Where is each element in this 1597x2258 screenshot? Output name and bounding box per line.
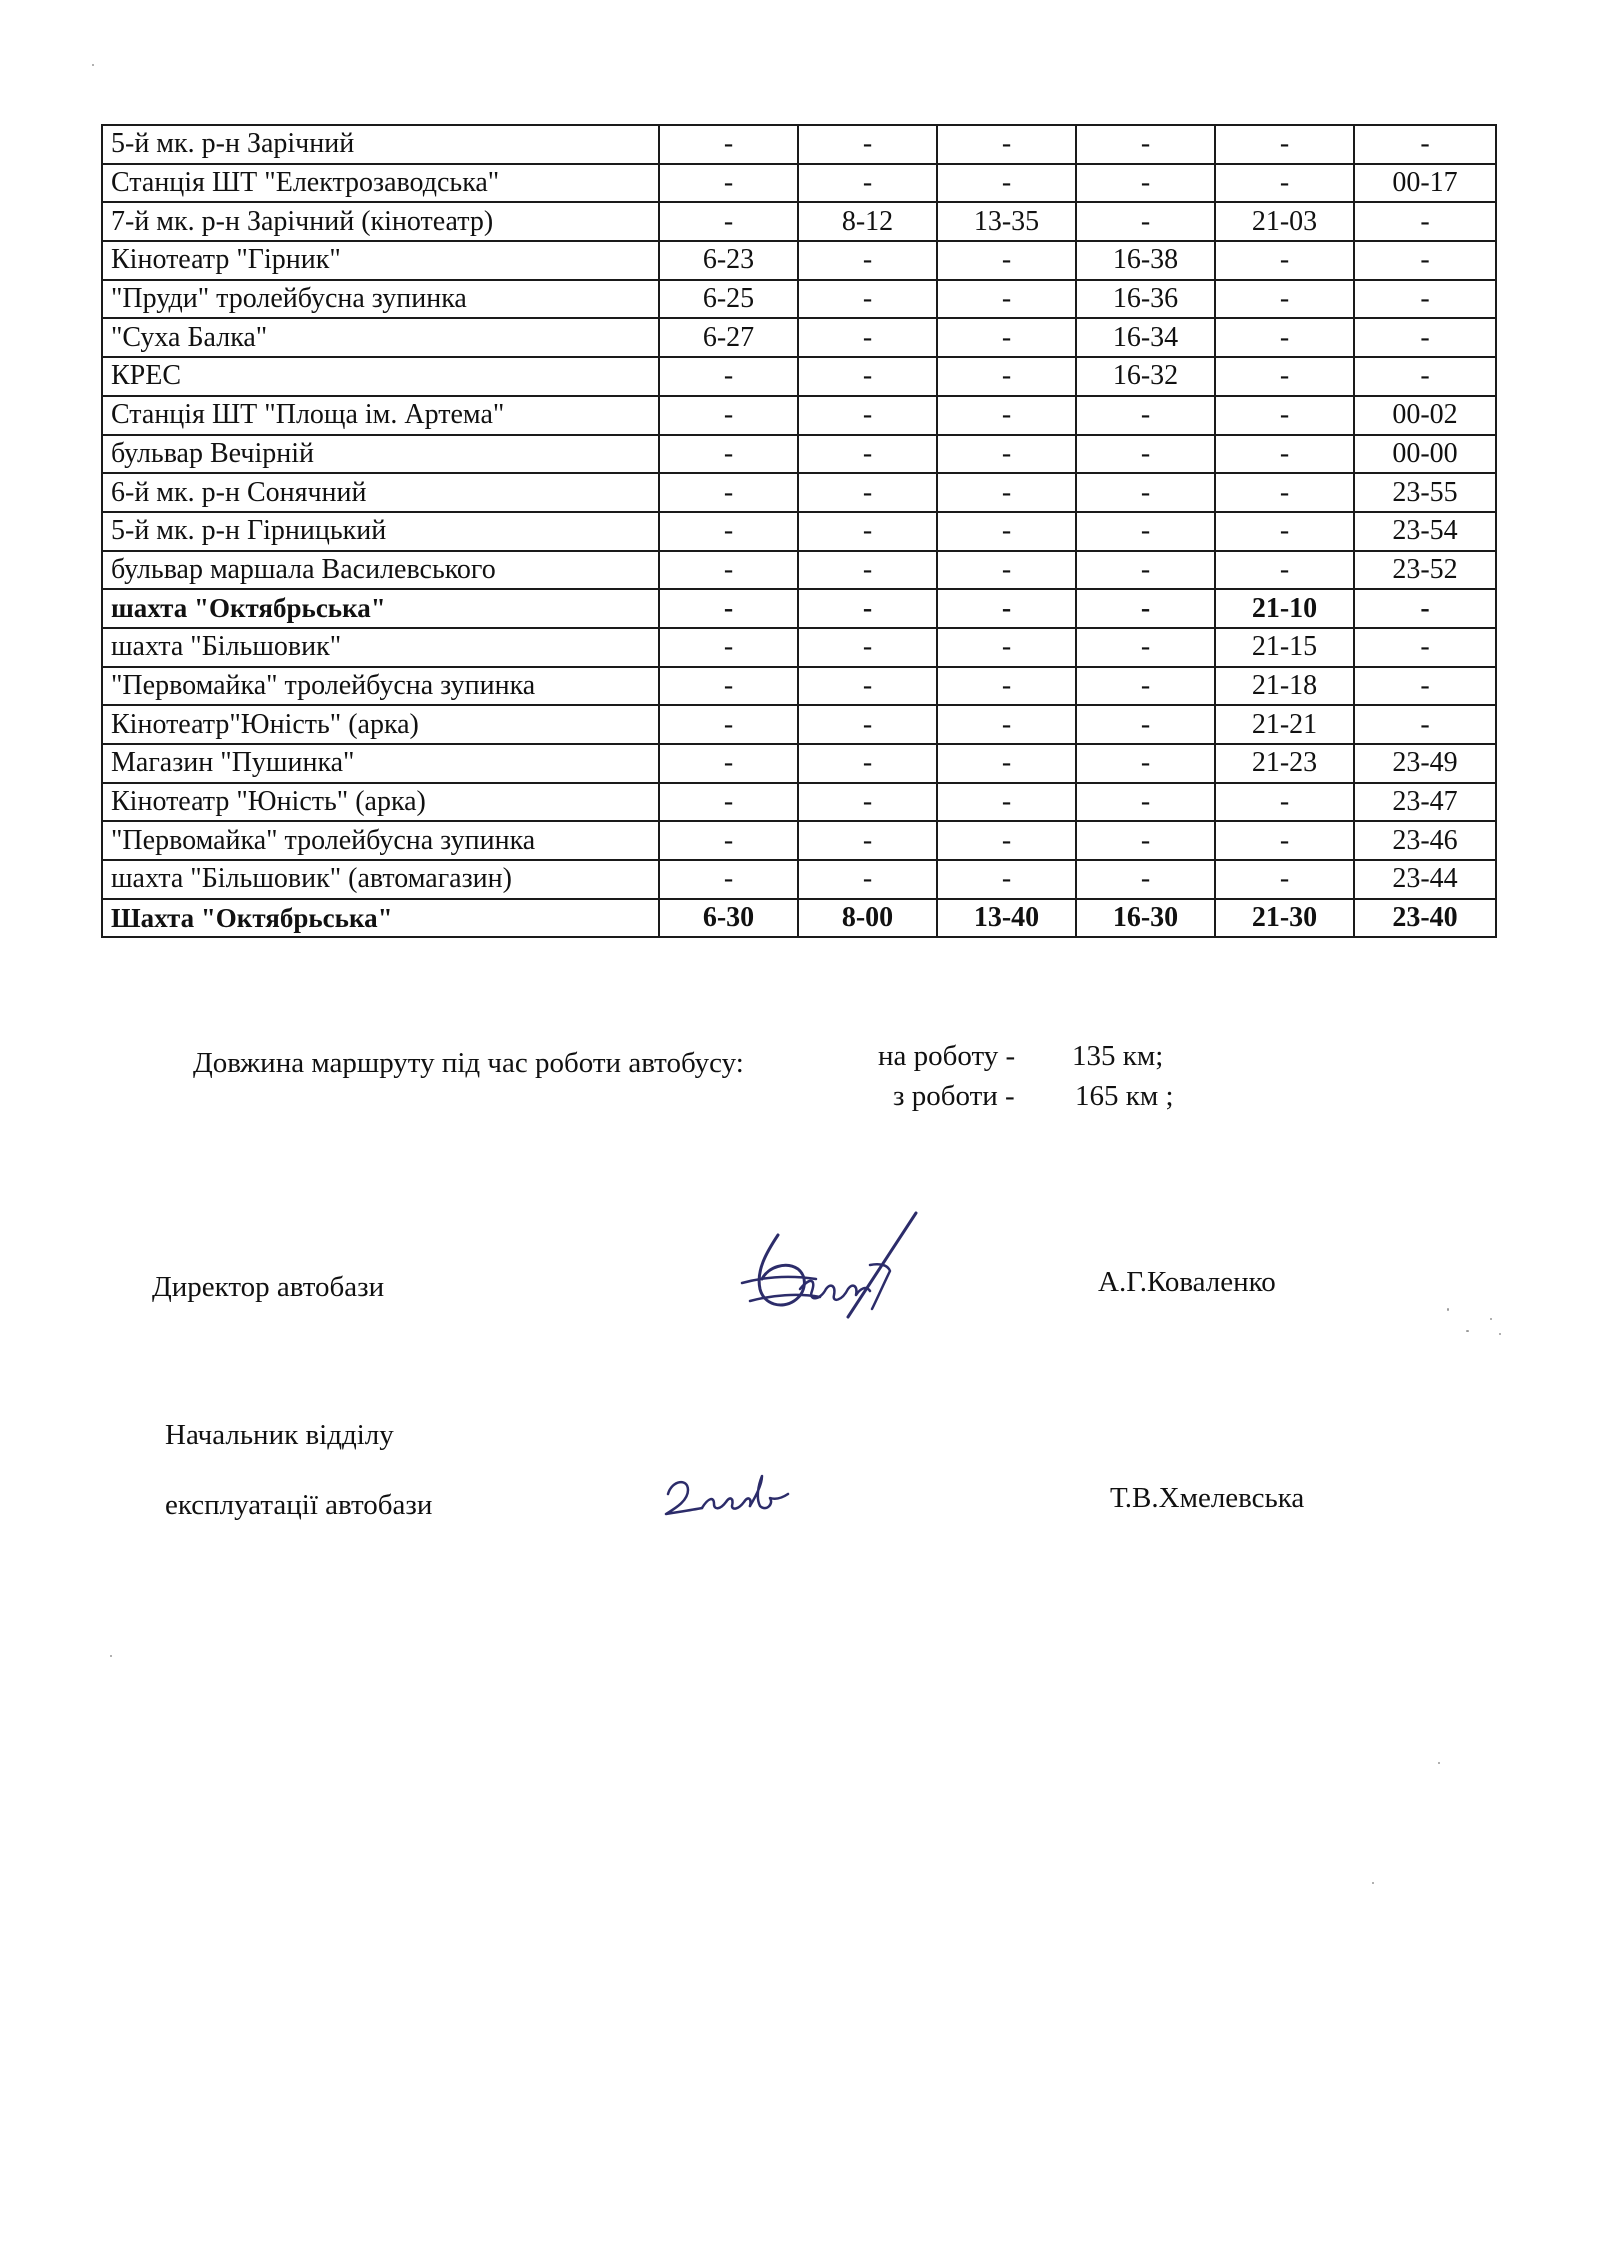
departure-time-cell: -	[1076, 512, 1215, 551]
departure-time-cell: 6-30	[659, 899, 798, 938]
head-title-line1: Начальник відділу	[165, 1419, 394, 1451]
departure-time-cell: -	[798, 783, 937, 822]
departure-time-cell: 16-34	[1076, 318, 1215, 357]
stop-name-cell: шахта "Октябрьська"	[102, 589, 659, 628]
departure-time-cell: -	[798, 396, 937, 435]
schedule-row	[102, 821, 1496, 860]
schedule-row	[102, 280, 1496, 319]
departure-time-cell: -	[937, 473, 1076, 512]
schedule-row	[102, 899, 1496, 938]
stop-name-cell: бульвар маршала Василевського	[102, 551, 659, 590]
head-title-line2: експлуатації автобази	[165, 1489, 433, 1521]
departure-time-cell: 23-40	[1354, 899, 1496, 938]
departure-time-cell: 6-27	[659, 318, 798, 357]
departure-time-cell: 16-38	[1076, 241, 1215, 280]
departure-time-cell: -	[937, 318, 1076, 357]
departure-time-cell: -	[1076, 628, 1215, 667]
schedule-row	[102, 241, 1496, 280]
departure-time-cell: -	[1354, 628, 1496, 667]
stop-name-cell: КРЕС	[102, 357, 659, 396]
schedule-row	[102, 125, 1496, 164]
departure-time-cell: -	[1076, 783, 1215, 822]
departure-time-cell: -	[937, 357, 1076, 396]
departure-time-cell: -	[1215, 473, 1354, 512]
departure-time-cell: 8-12	[798, 202, 937, 241]
departure-time-cell: -	[1354, 318, 1496, 357]
head-name: Т.В.Хмелевська	[1110, 1482, 1305, 1514]
schedule-row	[102, 744, 1496, 783]
departure-time-cell: 21-18	[1215, 667, 1354, 706]
departure-time-cell: -	[659, 667, 798, 706]
departure-time-cell: -	[798, 357, 937, 396]
departure-time-cell: -	[798, 744, 937, 783]
departure-time-cell: -	[1215, 125, 1354, 164]
stop-name-cell: Кінотеатр"Юність" (арка)	[102, 705, 659, 744]
departure-time-cell: -	[1076, 125, 1215, 164]
departure-time-cell: -	[659, 473, 798, 512]
stop-name-cell: Станція ШТ "Площа ім. Артема"	[102, 396, 659, 435]
departure-time-cell: 21-03	[1215, 202, 1354, 241]
departure-time-cell: -	[1354, 125, 1496, 164]
departure-time-cell: -	[798, 473, 937, 512]
departure-time-cell: -	[937, 435, 1076, 474]
departure-time-cell: -	[798, 667, 937, 706]
stop-name-cell: бульвар Вечірній	[102, 435, 659, 474]
stop-name-cell: "Первомайка" тролейбусна зупинка	[102, 821, 659, 860]
departure-time-cell: -	[798, 821, 937, 860]
departure-time-cell: 23-54	[1354, 512, 1496, 551]
departure-time-cell: -	[798, 125, 937, 164]
departure-time-cell: 21-30	[1215, 899, 1354, 938]
departure-time-cell: 23-55	[1354, 473, 1496, 512]
departure-time-cell: -	[659, 821, 798, 860]
schedule-row	[102, 783, 1496, 822]
departure-time-cell: 00-17	[1354, 164, 1496, 203]
schedule-row	[102, 551, 1496, 590]
departure-time-cell: 23-52	[1354, 551, 1496, 590]
departure-time-cell: -	[798, 280, 937, 319]
stop-name-cell: Кінотеатр "Гірник"	[102, 241, 659, 280]
departure-time-cell: 16-36	[1076, 280, 1215, 319]
departure-time-cell: -	[1354, 202, 1496, 241]
departure-time-cell: -	[937, 551, 1076, 590]
schedule-row	[102, 705, 1496, 744]
departure-time-cell: -	[1215, 551, 1354, 590]
schedule-row	[102, 435, 1496, 474]
departure-time-cell: 00-02	[1354, 396, 1496, 435]
departure-time-cell: -	[798, 435, 937, 474]
departure-time-cell: -	[1215, 164, 1354, 203]
departure-time-cell: -	[1076, 202, 1215, 241]
departure-time-cell: -	[659, 202, 798, 241]
departure-time-cell: -	[937, 783, 1076, 822]
schedule-row	[102, 318, 1496, 357]
departure-time-cell: 6-25	[659, 280, 798, 319]
departure-time-cell: -	[937, 860, 1076, 899]
departure-time-cell: -	[798, 551, 937, 590]
departure-time-cell: 16-32	[1076, 357, 1215, 396]
to-work-value: 135 км;	[1072, 1040, 1164, 1072]
departure-time-cell: -	[1215, 280, 1354, 319]
schedule-table	[101, 124, 1497, 938]
departure-time-cell: -	[1076, 589, 1215, 628]
departure-time-cell: -	[1215, 783, 1354, 822]
departure-time-cell: -	[1076, 164, 1215, 203]
scan-speck	[1490, 1318, 1492, 1320]
departure-time-cell: 23-44	[1354, 860, 1496, 899]
scan-speck	[1466, 1330, 1469, 1332]
departure-time-cell: -	[1354, 357, 1496, 396]
scan-speck	[1372, 1882, 1374, 1884]
departure-time-cell: -	[798, 318, 937, 357]
director-name: А.Г.Коваленко	[1098, 1266, 1276, 1298]
schedule-body	[102, 125, 1496, 937]
stop-name-cell: 7-й мк. р-н Зарічний (кінотеатр)	[102, 202, 659, 241]
stop-name-cell: "Суха Балка"	[102, 318, 659, 357]
departure-time-cell: -	[1076, 667, 1215, 706]
departure-time-cell: -	[937, 164, 1076, 203]
scan-speck	[92, 64, 94, 66]
departure-time-cell: -	[798, 705, 937, 744]
departure-time-cell: -	[1076, 473, 1215, 512]
departure-time-cell: -	[659, 435, 798, 474]
departure-time-cell: 21-15	[1215, 628, 1354, 667]
departure-time-cell: -	[1215, 860, 1354, 899]
scan-speck	[1438, 1762, 1440, 1764]
departure-time-cell: -	[798, 241, 937, 280]
departure-time-cell: 21-21	[1215, 705, 1354, 744]
departure-time-cell: -	[1076, 396, 1215, 435]
departure-time-cell: -	[1215, 241, 1354, 280]
from-work-label: з роботи -	[893, 1080, 1015, 1112]
schedule-row	[102, 512, 1496, 551]
scan-speck	[1499, 1333, 1501, 1335]
departure-time-cell: -	[1076, 744, 1215, 783]
stop-name-cell: Станція ШТ "Електрозаводська"	[102, 164, 659, 203]
stop-name-cell: 6-й мк. р-н Сонячний	[102, 473, 659, 512]
departure-time-cell: -	[1076, 435, 1215, 474]
departure-time-cell: -	[1076, 551, 1215, 590]
departure-time-cell: -	[937, 280, 1076, 319]
stop-name-cell: шахта "Більшовик"	[102, 628, 659, 667]
departure-time-cell: -	[937, 705, 1076, 744]
departure-time-cell: -	[659, 125, 798, 164]
schedule-row	[102, 473, 1496, 512]
stop-name-cell: 5-й мк. р-н Зарічний	[102, 125, 659, 164]
departure-time-cell: -	[1076, 705, 1215, 744]
departure-time-cell: 23-49	[1354, 744, 1496, 783]
departure-time-cell: -	[1354, 241, 1496, 280]
departure-time-cell: -	[1215, 396, 1354, 435]
schedule-row	[102, 164, 1496, 203]
departure-time-cell: -	[1215, 318, 1354, 357]
departure-time-cell: -	[937, 396, 1076, 435]
stop-name-cell: "Пруди" тролейбусна зупинка	[102, 280, 659, 319]
departure-time-cell: -	[937, 821, 1076, 860]
departure-time-cell: 21-23	[1215, 744, 1354, 783]
schedule-row	[102, 357, 1496, 396]
departure-time-cell: -	[659, 512, 798, 551]
departure-time-cell: -	[659, 783, 798, 822]
departure-time-cell: -	[937, 667, 1076, 706]
schedule-row	[102, 667, 1496, 706]
stop-name-cell: "Первомайка" тролейбусна зупинка	[102, 667, 659, 706]
departure-time-cell: -	[937, 628, 1076, 667]
departure-time-cell: -	[659, 589, 798, 628]
departure-time-cell: 13-40	[937, 899, 1076, 938]
departure-time-cell: -	[1076, 860, 1215, 899]
departure-time-cell: 16-30	[1076, 899, 1215, 938]
departure-time-cell: -	[1215, 821, 1354, 860]
departure-time-cell: -	[1215, 357, 1354, 396]
from-work-value: 165 км ;	[1075, 1080, 1174, 1112]
stop-name-cell: Магазин "Пушинка"	[102, 744, 659, 783]
departure-time-cell: -	[1354, 705, 1496, 744]
departure-time-cell: -	[1076, 821, 1215, 860]
departure-time-cell: -	[1354, 280, 1496, 319]
stop-name-cell: Кінотеатр "Юність" (арка)	[102, 783, 659, 822]
departure-time-cell: -	[798, 860, 937, 899]
schedule-row	[102, 202, 1496, 241]
departure-time-cell: -	[659, 164, 798, 203]
departure-time-cell: -	[798, 589, 937, 628]
departure-time-cell: 13-35	[937, 202, 1076, 241]
departure-time-cell: -	[1215, 512, 1354, 551]
departure-time-cell: 23-47	[1354, 783, 1496, 822]
departure-time-cell: -	[1354, 589, 1496, 628]
schedule-row	[102, 589, 1496, 628]
departure-time-cell: -	[937, 125, 1076, 164]
stop-name-cell: шахта "Більшовик" (автомагазин)	[102, 860, 659, 899]
departure-time-cell: -	[937, 744, 1076, 783]
departure-time-cell: -	[659, 628, 798, 667]
departure-time-cell: -	[659, 705, 798, 744]
head-signature	[658, 1468, 798, 1528]
route-length-label: Довжина маршруту під час роботи автобусу:	[193, 1047, 744, 1079]
scan-speck	[110, 1655, 112, 1657]
departure-time-cell: -	[1215, 435, 1354, 474]
schedule-row	[102, 396, 1496, 435]
to-work-label: на роботу -	[878, 1040, 1016, 1072]
departure-time-cell: -	[798, 628, 937, 667]
departure-time-cell: 21-10	[1215, 589, 1354, 628]
stop-name-cell: Шахта "Октябрьська"	[102, 899, 659, 938]
stop-name-cell: 5-й мк. р-н Гірницький	[102, 512, 659, 551]
director-title: Директор автобази	[152, 1271, 385, 1303]
departure-time-cell: -	[659, 396, 798, 435]
departure-time-cell: -	[659, 744, 798, 783]
departure-time-cell: -	[798, 164, 937, 203]
departure-time-cell: -	[659, 860, 798, 899]
departure-time-cell: 6-23	[659, 241, 798, 280]
departure-time-cell: -	[937, 241, 1076, 280]
scan-speck	[1447, 1308, 1449, 1311]
departure-time-cell: -	[1354, 667, 1496, 706]
departure-time-cell: 00-00	[1354, 435, 1496, 474]
departure-time-cell: 8-00	[798, 899, 937, 938]
director-signature	[720, 1205, 930, 1335]
departure-time-cell: -	[798, 512, 937, 551]
departure-time-cell: -	[937, 589, 1076, 628]
departure-time-cell: -	[659, 551, 798, 590]
departure-time-cell: -	[659, 357, 798, 396]
departure-time-cell: 23-46	[1354, 821, 1496, 860]
schedule-row	[102, 628, 1496, 667]
departure-time-cell: -	[937, 512, 1076, 551]
schedule-row	[102, 860, 1496, 899]
